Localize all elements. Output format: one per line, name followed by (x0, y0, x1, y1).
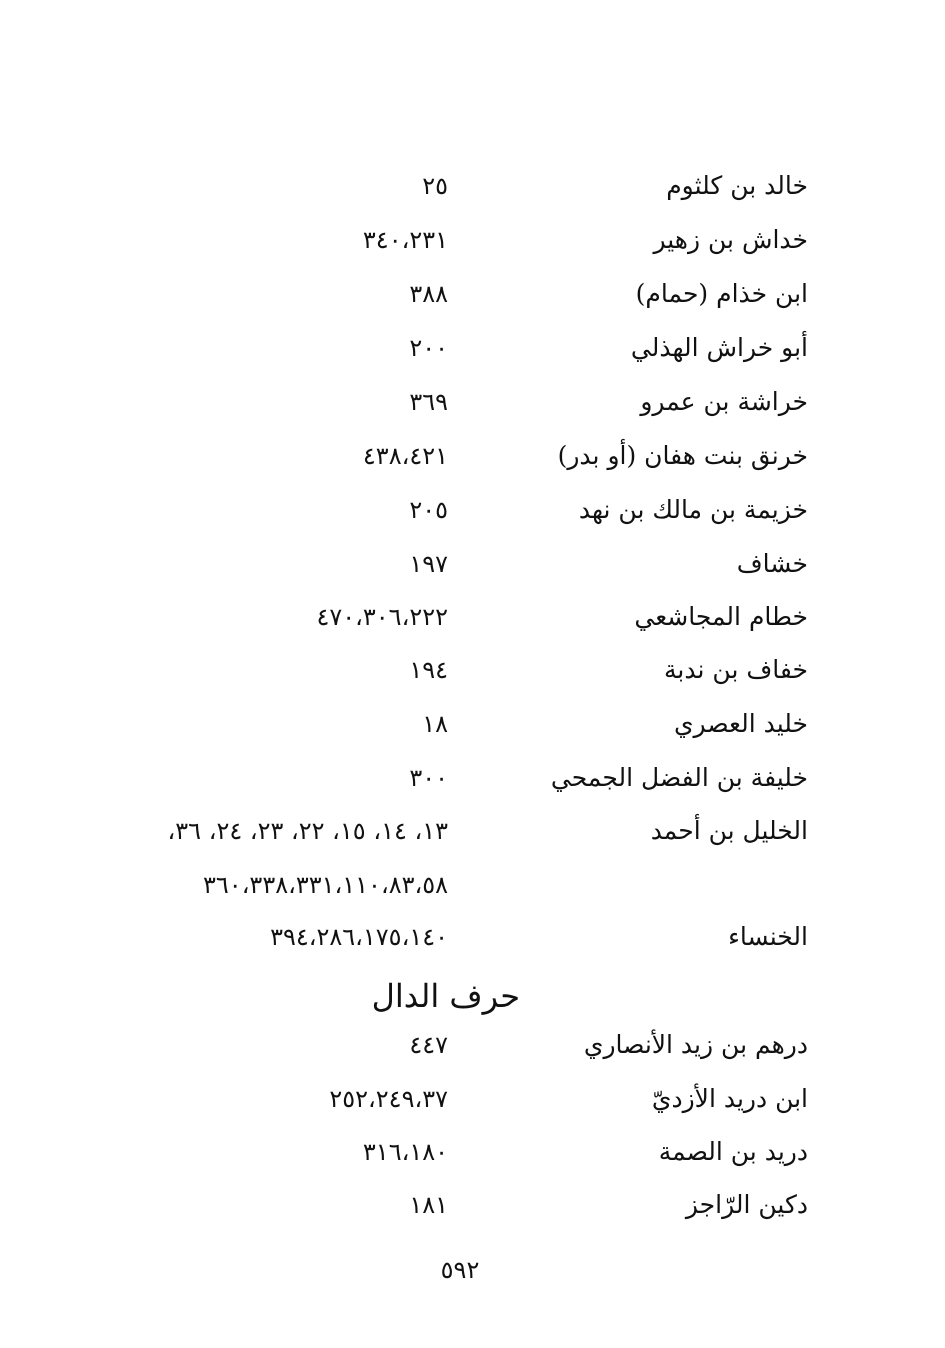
entry-pages: ١٩٧ (409, 550, 448, 578)
entry-name: خرنق بنت هفان (أو بدر) (557, 441, 808, 470)
index-entry (0, 544, 945, 584)
index-entry (0, 220, 945, 260)
index-entry (0, 166, 945, 206)
entry-pages: ٣٠٠ (409, 764, 448, 792)
index-entry (0, 1079, 945, 1119)
entry-name: خالد بن كلثوم (666, 171, 808, 200)
entry-name: خطام المجاشعي (634, 602, 808, 631)
entry-pages: ٢٥٢،٢٤٩،٣٧ (329, 1085, 448, 1113)
entry-pages: ٣٦٠،٣٣٨،٣٣١،١١٠،٨٣،٥٨ (203, 871, 448, 899)
index-entry (0, 328, 945, 368)
index-entry (0, 274, 945, 314)
entry-pages: ٢٠٥ (409, 496, 448, 524)
page-number: ٥٩٢ (440, 1256, 480, 1284)
entry-pages: ٤٧٠،٣٠٦،٢٢٢ (316, 603, 448, 631)
index-entry (0, 650, 945, 690)
entry-name: خراشة بن عمرو (640, 387, 808, 416)
index-entry (0, 704, 945, 744)
entry-pages: ١٨١ (409, 1191, 448, 1219)
entry-name: خشاف (736, 549, 808, 578)
entry-name: خفاف بن ندبة (664, 655, 808, 684)
section-heading-text: حرف الدال (371, 977, 520, 1015)
index-entry (0, 1025, 945, 1065)
section-heading (0, 972, 945, 1020)
index-entry (0, 758, 945, 798)
entry-name: درهم بن زيد الأنصاري (583, 1030, 808, 1059)
index-entry (0, 382, 945, 422)
entry-name: ابن دريد الأزديّ (651, 1084, 808, 1113)
entry-pages: ٤٣٨،٤٢١ (362, 442, 448, 470)
index-entry (0, 1185, 945, 1225)
entry-name: الخنساء (728, 922, 808, 951)
entry-pages: ٣٨٨ (409, 280, 448, 308)
entry-name: دريد بن الصمة (658, 1137, 808, 1166)
index-entry-continuation (0, 865, 945, 905)
index-entry (0, 1132, 945, 1172)
entry-name: خليفة بن الفضل الجمحي (550, 763, 808, 792)
entry-pages: ١٨ (422, 710, 448, 738)
entry-pages: ٣٦٩ (409, 388, 448, 416)
entry-pages: ٢٥ (422, 172, 448, 200)
index-entry (0, 597, 945, 637)
entry-name: دكين الرّاجز (685, 1190, 808, 1219)
entry-name: خداش بن زهير (653, 225, 808, 254)
index-entry (0, 811, 945, 851)
entry-pages: ٣١٦،١٨٠ (362, 1138, 448, 1166)
entry-pages: ١٣، ١٤، ١٥، ٢٢، ٢٣، ٢٤، ٣٦، (167, 817, 448, 845)
entry-name: خزيمة بن مالك بن نهد (578, 495, 808, 524)
entry-name: ابن خذام (حمام) (635, 279, 808, 308)
index-entry (0, 490, 945, 530)
entry-pages: ١٩٤ (409, 656, 448, 684)
entry-pages: ٣٩٤،٢٨٦،١٧٥،١٤٠ (270, 923, 448, 951)
entry-name: أبو خراش الهذلي (630, 333, 808, 362)
entry-pages: ٢٠٠ (409, 334, 448, 362)
entry-pages: ٣٤٠،٢٣١ (362, 226, 448, 254)
index-entry (0, 436, 945, 476)
entry-name: خليد العصري (673, 709, 808, 738)
entry-pages: ٤٤٧ (409, 1031, 448, 1059)
index-entry (0, 917, 945, 957)
entry-name: الخليل بن أحمد (650, 816, 808, 845)
